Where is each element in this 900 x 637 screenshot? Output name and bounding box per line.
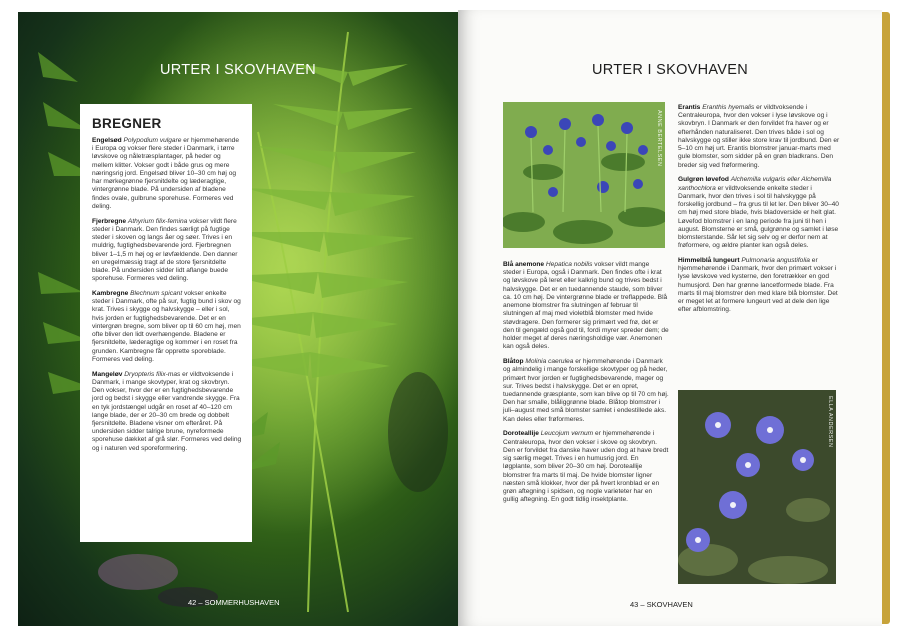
photo-credit-2: ELLA ANDERSEN — [827, 396, 833, 448]
right-page — [458, 10, 882, 626]
entry-himmelbla-lungeurt: Himmelblå lungeurt Pulmonaria angustifolia er hjemmehørende i Danmark, hvor den primært vokser i lyse løvskove ved kysterne, den foretrækker en god humusjord. Den har grønne lancetformede blade. Fra marts til maj blomstrer den med klare blå blomster. Det er meget let at formere lungeurt ved at dele den lige efter afblomstring. — [678, 256, 838, 314]
column-2 — [678, 104, 840, 321]
book-cover-edge — [882, 12, 890, 624]
photo-credit-1: ANNE BERTELSEN — [656, 110, 662, 167]
left-page — [18, 12, 458, 626]
entry-kambregne: Kambregne Blechnum spicant vokser enkelte steder i Danmark, ofte på sur, fugtig bund i skov og krat. Trives i skygge og halvskygge – eller i sol, hvis jorden er fugtighedsbevarende. Det er en vintergrøn bregne, som bliver op til 60 cm høj, men ofte bliver den lidt overhængende. Bladene er fjersnitdelte, læderagtige og kommer i en roset fra grunden. Kambregne får opprette sporeblade. Formeres ved deling. — [92, 289, 241, 363]
right-page-folio: 43 – SKOVHAVEN — [630, 600, 693, 609]
open-book — [10, 8, 890, 628]
entry-blatop: Blåtop Molinia caerulea er hjemmehørende i Danmark og almindelig i mange forskellige skovtyper og på heder, primært hvor jorden er fugtighedsbevarende, mager og sur. Trives bedst i halvskygge. Det er en opret, tuedannende græsplante, som kan blive op til 70 cm høj. Den har smalle, blåliggrønne blade. Blåtop blomstrer i juli–august med små blomster samlet i endestillede aks. Kan deles eller frøformeres. — [503, 358, 669, 423]
entry-fjerbregne: Fjerbregne Athyrium filix-femina vokser vildt flere steder i Danmark. Den findes særligt på fugtige steder i skoven og langs åer og søer. Trives i en muldrig, fugtighedsbevarende jord. Fjerbregnen bliver 1–1,5 m høj og er løvfældende. Den danner en uregelmæssig tragt af de store fjersnitdelte blade. På undersiden sidder lidt aflange buede sporehuse. Formeres ved deling. — [92, 217, 238, 283]
box-title: BREGNER — [92, 116, 162, 131]
entry-engelsod: Engelsød Polypodium vulgare er hjemmehørende i Europa og vokser flere steder i Danmark, i tørre løvskove og nåletræsplantager, på heder og mellem klitter. Vokser godt i både grus og mere næringsrig jord. Engelsød bliver 10–30 cm høj og har mørkegrønne fjersnitdelte og læderagtige, vintergrønne blade. På undersiden af bladene findes ovale, gulbrune sporehuse. Formeres ved deling. — [92, 137, 240, 210]
right-page-header: URTER I SKOVHAVEN — [591, 62, 749, 78]
entry-gulgron-lovefod: Gulgrøn løvefod Alchemilla vulgaris eller Alchemilla xanthochlora er vildtvoksende enkelte steder i Danmark, hvor den trives i sol til halvskygge på forskellig jordbund – fra grus til let ler. Den bliver 30–40 cm høj med store blade, hvis bladoverside er helt glat. Løvefod blomstrer i en lang periode fra juni til hen i august. Blomsterne er små, gulgrønne og samlet i løse blomsterstande. Sår let sig selv og er derfor nem at frøformere, og ældre planter kan også deles. — [678, 176, 839, 250]
left-page-folio: 42 – SOMMERHUSHAVEN — [188, 598, 280, 607]
hepatica-photo — [503, 102, 665, 248]
ferns-text-box — [80, 104, 252, 542]
entry-erantis: Erantis Eranthis hyemalis er vildtvoksende i Centraleuropa, hvor den vokser i lyse løvskove og i skovbryn. I Danmark er den forvildet fra haver og er efterhånden naturaliseret. Den trives både i sol og halvskygge og stiller ikke store krav til jordbund. Den er 5–10 cm høj urt. Erantis blomstrer januar-marts med gule blomster, som sidder på en grøn bladkrans. Den breder sig ved frøformering. — [678, 104, 840, 169]
entry-bla-anemone: Blå anemone Hepatica nobilis vokser vildt mange steder i Europa, også i Danmark. Den findes ofte i krat og løvskove på leret eller kalkrig bund og trives bedst i halvskygge. Det er en tuedannende staude, som bliver ca. 10 cm høj. De vintergrønne blade er treflappede. Blå anemone blomstrer fra slutningen af februar til slutningen af maj med violetblå blomster med hvide støvdragere. Den formerer sig primært ved frø, det er den til gengæld også god til, fordi myrer spreder dem; de holder meget af deres næringsholdige vær. Anemonen kan også deles. — [503, 261, 669, 351]
left-page-header: URTER I SKOVHAVEN — [159, 62, 317, 78]
blue-anemone-photo — [678, 390, 836, 584]
entry-mangelov: Mangeløv Dryopteris filix-mas er vildtvoksende i Danmark, i mange skovtyper, krat og skovbryn. Den vokser, hvor der er en fugtighedsbevarende jord og bedst i skygge eller vandrende skygge. Fra en tyk jordstængel udgår en roset af 40–120 cm lange blade, der er 20–30 cm brede og dobbelt fjersnitdelte. Bladene visner om efteråret. På undersiden sidder talrige brune, nyreformede sporehuse dækket af grå slør. Formeres ved deling og i naturen ved sporeformering. — [92, 370, 242, 452]
column-1 — [503, 261, 669, 511]
entry-doroteallije: Doroteallije Leucojum vernum er hjemmehørende i Centraleuropa, hvor den vokser i skove og skovbryn. Den er forvildet fra danske haver uden dog at have bredt sig særlig meget. Trives i en humusrig jord. En løgplante, som bliver 20–30 cm høj. Doroteallije blomstrer fra marts til maj. De hvide blomster ligner næsten små klokker, hvor der på hvert kronblad er en grøn aftegning i spidsen, og nogle varieteter har en gullig aftegning. En godt tidlig insektplante. — [503, 430, 669, 504]
